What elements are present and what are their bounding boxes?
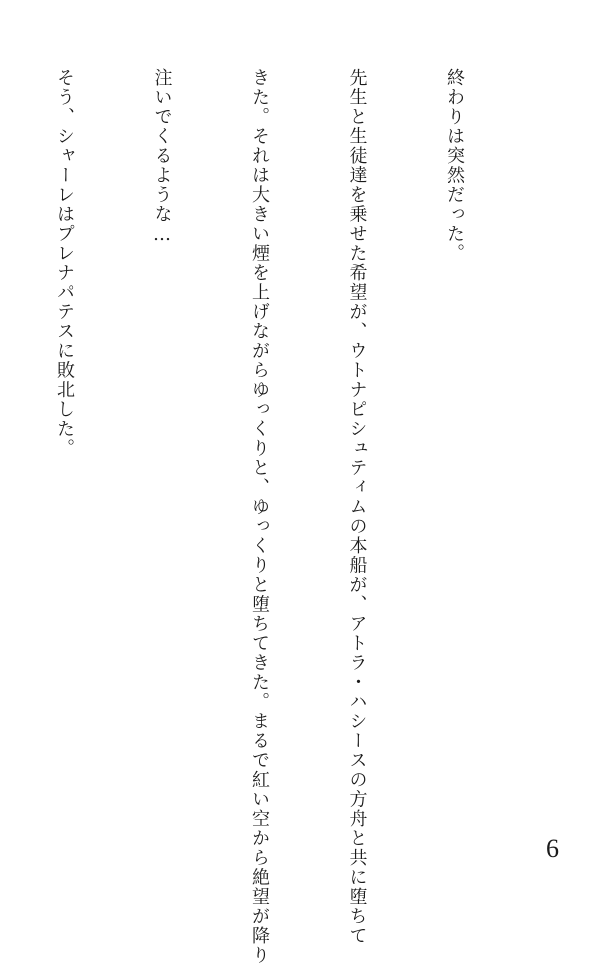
text-line: 先生と生徒達を乗せた希望が、ウトナピシュティムの本船が、アトラ・ハシースの方舟と共に堕ちて: [346, 68, 368, 946]
page-number: 6: [546, 834, 559, 863]
text-line: きた。それは大きい煙を上げながらゆっくりと、ゆっくりと堕ちてきた。まるで紅い空から絶望が降り: [249, 68, 270, 965]
vertical-text-body: [0, 68, 535, 965]
text-line: 注いでくるような…: [151, 68, 173, 247]
text-line: そう、シャーレはプレナパテスに敗北した。: [54, 68, 75, 458]
text-line: 終わりは突然だった。: [444, 68, 465, 263]
